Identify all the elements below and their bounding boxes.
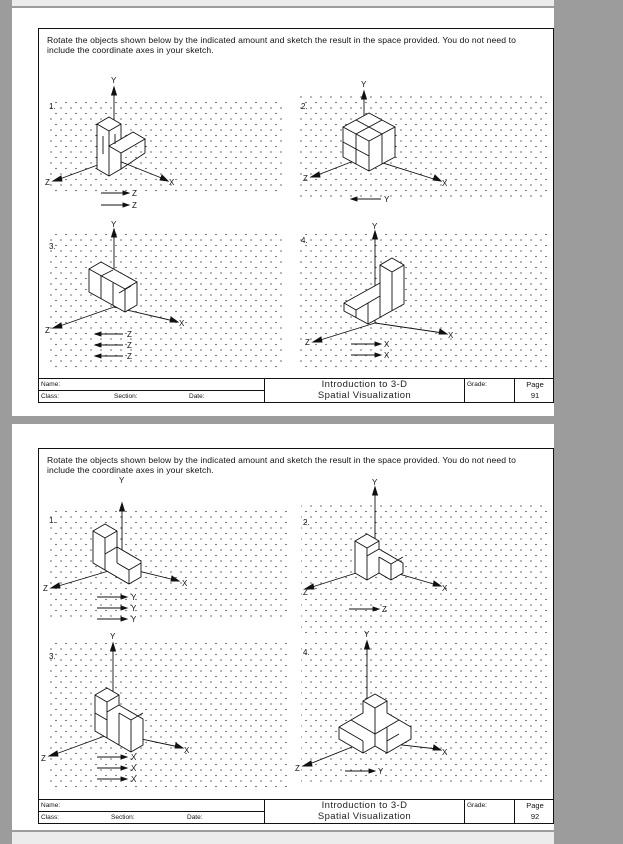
rotation-label: Y	[131, 615, 137, 624]
rotation-label: Z	[132, 201, 137, 210]
course-title-line1: Introduction to 3-D	[321, 379, 408, 390]
problem-number: 2.	[303, 518, 310, 527]
drawing-area	[39, 29, 555, 380]
drawing-area	[39, 449, 555, 801]
rotation-label: Z	[132, 189, 137, 198]
axis-label-z: Z	[303, 588, 308, 597]
rotation-label: X	[131, 775, 137, 784]
problem-number: 2.	[301, 102, 308, 111]
axis-label-y: Y	[119, 476, 125, 485]
class-label: Class:	[41, 814, 60, 821]
dot-grid-2	[297, 93, 547, 197]
rotation-label: Y	[131, 593, 137, 602]
course-title-line2: Spatial Visualization	[317, 390, 412, 401]
rotation-label: Z	[127, 341, 132, 350]
rotation-label: X	[131, 764, 137, 773]
grade-label: Grade:	[467, 381, 487, 388]
dot-grid-3	[47, 639, 287, 789]
axis-label-y: Y	[364, 630, 370, 639]
rotation-label: Z	[382, 605, 387, 614]
rotation-label: Y	[378, 767, 384, 776]
previous-page-edge	[12, 0, 554, 6]
page-cell	[515, 379, 555, 402]
axis-label-y: Y	[111, 76, 117, 85]
axis-label-x: X	[169, 178, 175, 187]
dot-grid-4	[301, 639, 549, 785]
problem-number: 4.	[301, 236, 308, 245]
problem-number: 4.	[303, 648, 310, 657]
axis-label-z: Z	[45, 178, 50, 187]
worksheet-frame	[38, 28, 554, 403]
axis-label-x: X	[448, 331, 454, 340]
name-class-cell	[39, 800, 265, 823]
course-title-cell	[265, 379, 465, 402]
class-label: Class:	[41, 393, 60, 400]
axis-label-x: X	[442, 584, 448, 593]
axis-label-y: Y	[110, 632, 116, 641]
name-class-cell	[39, 379, 265, 402]
rotation-label: X	[384, 340, 390, 349]
axis-label-y: Y	[361, 80, 367, 89]
axis-label-z: Z	[305, 338, 310, 347]
date-label: Date:	[189, 393, 205, 400]
axis-label-y: Y	[111, 220, 117, 229]
course-title-line2: Spatial Visualization	[317, 811, 412, 822]
grade-label: Grade:	[467, 802, 487, 809]
page-number: 91	[530, 391, 540, 400]
axis-label-x: X	[179, 319, 185, 328]
axis-label-x: X	[442, 179, 448, 188]
section-label: Section:	[114, 393, 138, 400]
rotation-label: Z	[127, 352, 132, 361]
page-cell	[515, 800, 555, 823]
name-label: Name:	[41, 381, 61, 388]
grade-cell	[465, 800, 515, 823]
axis-label-x: X	[184, 746, 190, 755]
dot-grid-1	[47, 507, 287, 617]
axis-label-x: X	[442, 748, 448, 757]
axis-label-y: Y	[372, 222, 378, 231]
grade-cell	[465, 379, 515, 402]
axis-label-z: Z	[295, 764, 300, 773]
dot-grid-3	[47, 233, 282, 369]
problem-number: 3.	[49, 242, 56, 251]
rotation-label: Y	[131, 604, 137, 613]
instructions-text: Rotate the objects shown below by the indicated amount and sketch the result in the space provided. You do not need to include the coordinate axes in your sketch.	[47, 455, 517, 475]
name-label: Name:	[41, 802, 61, 809]
date-label: Date:	[187, 814, 203, 821]
course-title-line1: Introduction to 3-D	[321, 800, 408, 811]
page-label: Page	[526, 380, 544, 389]
axis-label-y: Y	[372, 478, 378, 487]
worksheet-page-91	[12, 8, 554, 416]
dot-grid-4	[297, 233, 547, 369]
rotation-label: X	[131, 753, 137, 762]
worksheet-frame	[38, 448, 554, 824]
axis-label-z: Z	[43, 584, 48, 593]
axis-label-z: Z	[41, 754, 46, 763]
section-label: Section:	[111, 814, 135, 821]
axis-label-z: Z	[303, 174, 308, 183]
problem-number: 1.	[49, 516, 56, 525]
rotation-label: X	[384, 351, 390, 360]
rotation-label: Z	[127, 330, 132, 339]
page-number: 92	[530, 812, 540, 821]
worksheet-page-92	[12, 424, 554, 830]
next-page-edge	[12, 832, 554, 844]
axis-label-x: X	[182, 579, 188, 588]
dot-grid-2	[301, 505, 549, 635]
problem-number: 3.	[49, 652, 56, 661]
axis-label-z: Z	[45, 326, 50, 335]
problem-number: 1.	[49, 102, 56, 111]
rotation-label: Y	[384, 195, 390, 204]
course-title-cell	[265, 800, 465, 823]
page-label: Page	[526, 801, 544, 810]
title-block	[39, 799, 553, 823]
instructions-text: Rotate the objects shown below by the indicated amount and sketch the result in the space provided. You do not need to include the coordinate axes in your sketch.	[47, 35, 517, 55]
title-block	[39, 378, 553, 402]
